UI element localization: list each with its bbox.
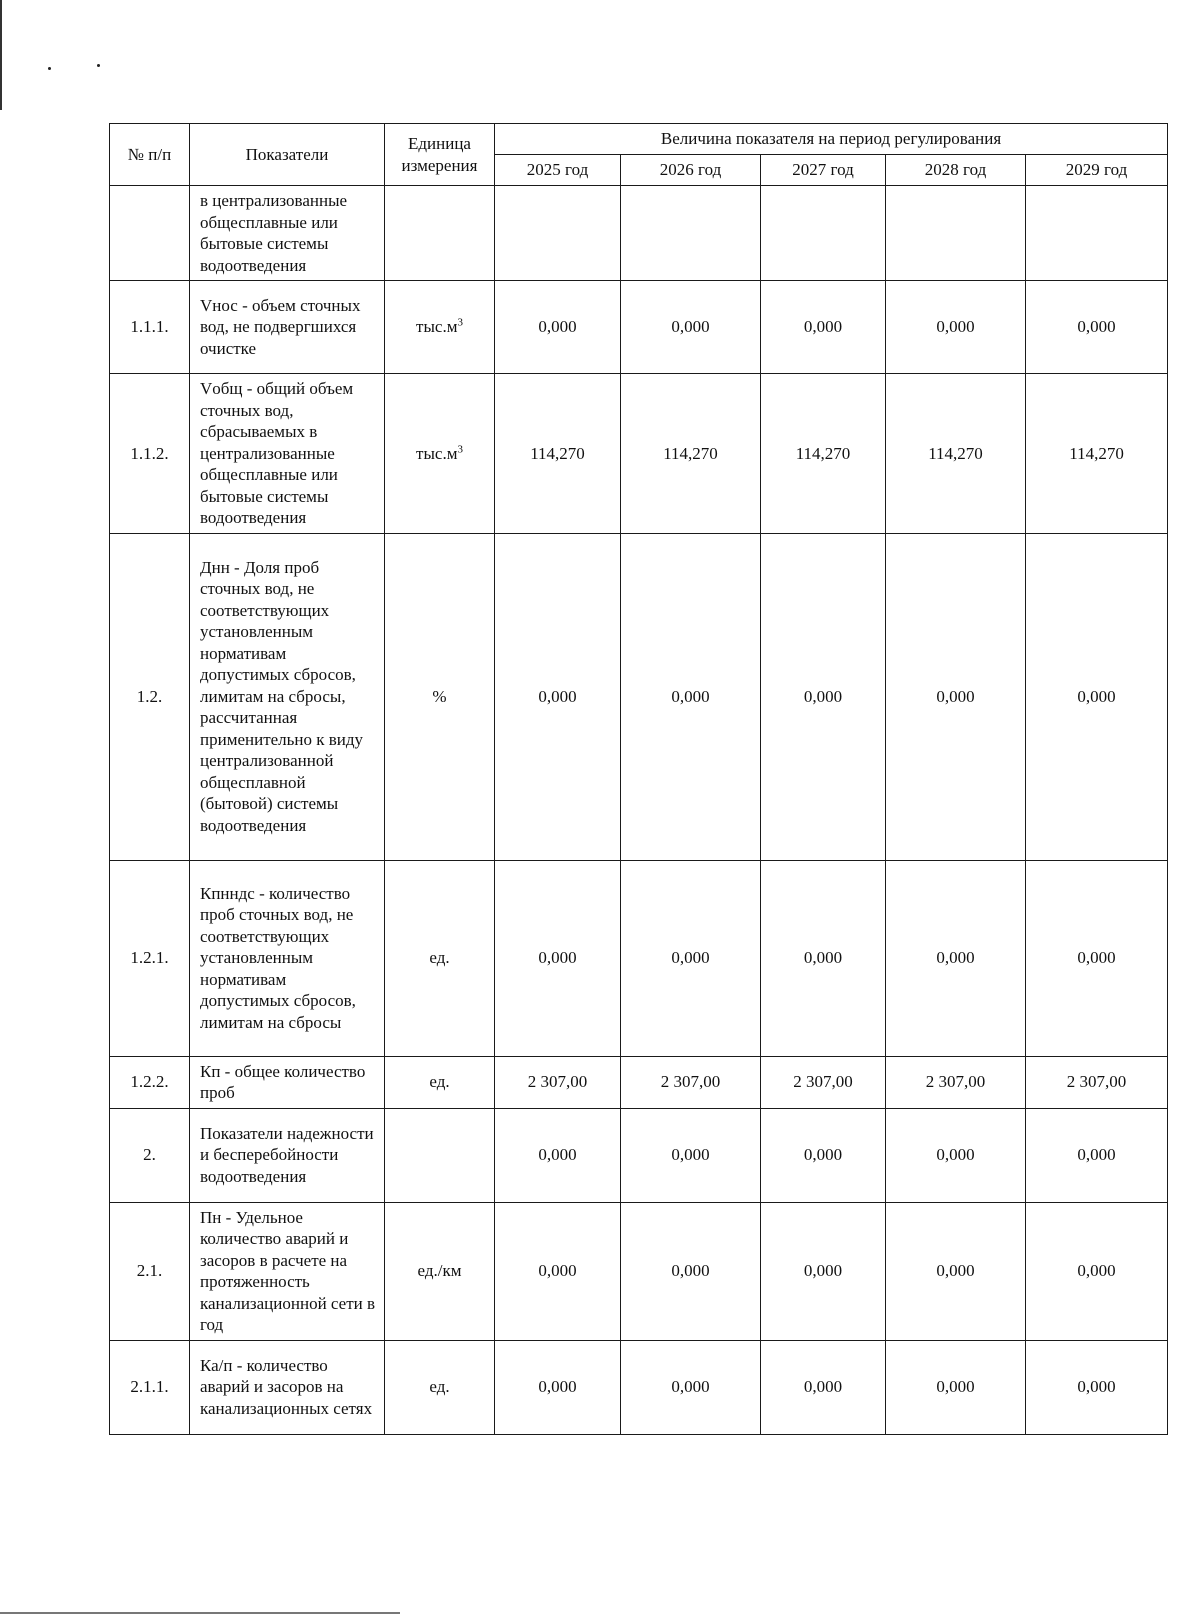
row-value-2: 0,000 (621, 281, 761, 374)
row-value-2: 0,000 (621, 533, 761, 860)
row-value-3: 2 307,00 (761, 1056, 886, 1108)
row-unit-text: тыс.м (416, 317, 458, 337)
row-value-1: 0,000 (495, 281, 621, 374)
row-value-3: 0,000 (761, 860, 886, 1056)
table-row (110, 1056, 1168, 1108)
row-value-1: 0,000 (495, 1108, 621, 1202)
row-value-3: 0,000 (761, 281, 886, 374)
header-period: Величина показателя на период регулирования (495, 124, 1168, 155)
row-value-5: 0,000 (1026, 860, 1168, 1056)
row-value-2: 0,000 (621, 1108, 761, 1202)
table-row (110, 1108, 1168, 1202)
row-unit-text: ед. (429, 1377, 450, 1397)
table-row (110, 186, 1168, 281)
row-indicator: Кпнндс - количество проб сточных вод, не соответствующих установленным нормативам допустимых сбросов, лимитам на сбросы (190, 860, 385, 1056)
scan-speck (97, 64, 100, 67)
row-value-4: 2 307,00 (886, 1056, 1026, 1108)
row-number: 1.2.2. (110, 1056, 190, 1108)
row-number: 1.1.2. (110, 374, 190, 534)
row-number: 1.1.1. (110, 281, 190, 374)
row-value-3: 114,270 (761, 374, 886, 534)
row-value-1 (495, 186, 621, 281)
header-unit (385, 124, 495, 186)
row-value-3: 0,000 (761, 1202, 886, 1340)
table-row (110, 533, 1168, 860)
row-indicator: Показатели надежности и бесперебойности водоотведения (190, 1108, 385, 1202)
row-unit-superscript: 3 (457, 442, 463, 455)
row-value-3: 0,000 (761, 1340, 886, 1434)
row-unit (385, 281, 495, 374)
row-unit-text: тыс.м (416, 443, 458, 463)
row-unit-superscript: 3 (457, 316, 463, 329)
row-value-5: 0,000 (1026, 533, 1168, 860)
scan-edge-left (0, 0, 2, 110)
row-number: 2.1. (110, 1202, 190, 1340)
header-year: 2028 год (886, 155, 1026, 186)
row-value-4: 0,000 (886, 533, 1026, 860)
row-value-4: 0,000 (886, 1108, 1026, 1202)
row-value-2: 2 307,00 (621, 1056, 761, 1108)
row-value-1: 114,270 (495, 374, 621, 534)
row-unit-text: ед. (429, 948, 450, 968)
header-year: 2025 год (495, 155, 621, 186)
header-num: № п/п (110, 124, 190, 186)
row-number: 1.2.1. (110, 860, 190, 1056)
row-value-5: 2 307,00 (1026, 1056, 1168, 1108)
header-year: 2029 год (1026, 155, 1168, 186)
row-value-5: 0,000 (1026, 281, 1168, 374)
row-value-4: 0,000 (886, 1340, 1026, 1434)
row-indicator: Vобщ - общий объем сточных вод, сбрасываемых в централизованные общесплавные или бытовые системы водоотведения (190, 374, 385, 534)
row-value-2: 0,000 (621, 860, 761, 1056)
row-indicator: в централизованные общесплавные или бытовые системы водоотведения (190, 186, 385, 281)
row-unit-text: ед./км (417, 1261, 462, 1281)
row-value-3: 0,000 (761, 1108, 886, 1202)
row-unit (385, 860, 495, 1056)
row-value-4: 0,000 (886, 860, 1026, 1056)
row-value-1: 2 307,00 (495, 1056, 621, 1108)
header-indicator: Показатели (190, 124, 385, 186)
table-row (110, 374, 1168, 534)
row-value-5: 0,000 (1026, 1340, 1168, 1434)
row-number: 2. (110, 1108, 190, 1202)
row-value-1: 0,000 (495, 860, 621, 1056)
row-value-3 (761, 186, 886, 281)
row-value-2 (621, 186, 761, 281)
table-body (110, 186, 1168, 1435)
row-value-2: 0,000 (621, 1340, 761, 1434)
row-value-1: 0,000 (495, 1340, 621, 1434)
row-value-3: 0,000 (761, 533, 886, 860)
row-value-4: 0,000 (886, 281, 1026, 374)
header-year: 2027 год (761, 155, 886, 186)
row-value-5 (1026, 186, 1168, 281)
row-value-4: 0,000 (886, 1202, 1026, 1340)
header-year: 2026 год (621, 155, 761, 186)
table-row (110, 1340, 1168, 1434)
row-unit (385, 186, 495, 281)
row-value-4 (886, 186, 1026, 281)
row-unit-text: % (432, 686, 447, 706)
row-value-2: 0,000 (621, 1202, 761, 1340)
row-unit (385, 1056, 495, 1108)
row-indicator: Ка/п - количество аварий и засоров на канализационных сетях (190, 1340, 385, 1434)
row-number (110, 186, 190, 281)
row-unit (385, 1340, 495, 1434)
row-value-1: 0,000 (495, 533, 621, 860)
row-number: 1.2. (110, 533, 190, 860)
header-unit-line1: Единица (408, 134, 471, 153)
row-value-1: 0,000 (495, 1202, 621, 1340)
row-value-4: 114,270 (886, 374, 1026, 534)
row-unit (385, 374, 495, 534)
table-row (110, 281, 1168, 374)
scan-speck (48, 67, 51, 70)
header-unit-line2: измерения (401, 155, 478, 175)
row-unit-text: ед. (429, 1072, 450, 1092)
table-row (110, 860, 1168, 1056)
row-unit (385, 1202, 495, 1340)
header-row (110, 124, 1168, 155)
row-indicator: Пн - Удельное количество аварий и засоров в расчете на протяженность канализационной сети в год (190, 1202, 385, 1340)
row-value-2: 114,270 (621, 374, 761, 534)
table-row (110, 1202, 1168, 1340)
row-indicator: Днн - Доля проб сточных вод, не соответствующих установленным нормативам допустимых сбросов, лимитам на сбросы, рассчитанная применительно к виду централизованной общесплавной (бытовой) системы водоотведения (190, 533, 385, 860)
table-header (110, 124, 1168, 186)
row-value-5: 114,270 (1026, 374, 1168, 534)
row-value-5: 0,000 (1026, 1108, 1168, 1202)
row-number: 2.1.1. (110, 1340, 190, 1434)
row-unit (385, 533, 495, 860)
row-indicator: Кп - общее количество проб (190, 1056, 385, 1108)
row-unit (385, 1108, 495, 1202)
row-indicator: Vнос - объем сточных вод, не подвергшихся очистке (190, 281, 385, 374)
row-value-5: 0,000 (1026, 1202, 1168, 1340)
indicators-table (109, 123, 1168, 1435)
